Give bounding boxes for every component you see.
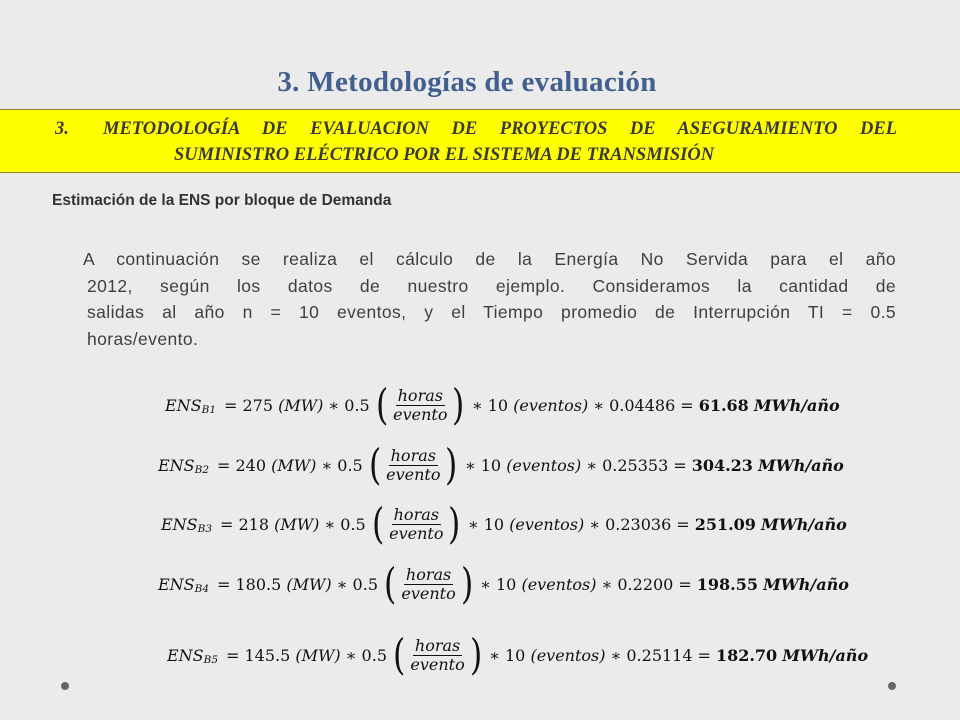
- eq-subscript: B3: [197, 523, 213, 535]
- slide-title: 3. Metodologías de evaluación: [277, 66, 657, 98]
- equation-b2: ENS B2 = 240 (MW) ∗ 0.5 ( $\frac{\text{horas}}{\text{evento}}$ ) ∗ 10 (eventos) ∗ 0.25353 = 304.23 MWh/año: [158, 440, 844, 489]
- eq-factor: 0.5: [337, 455, 363, 475]
- eq-events: 10: [496, 574, 517, 594]
- section-subheading: Estimación de la ENS por bloque de Demanda: [52, 192, 392, 209]
- eq-lhs: ENS: [165, 395, 202, 415]
- eq-result: 198.55: [696, 574, 758, 594]
- eq-lhs: ENS: [158, 455, 195, 475]
- eq-subscript: B2: [194, 464, 210, 476]
- eq-events: 10: [483, 514, 505, 534]
- eq-probability: 0.2200: [617, 574, 674, 594]
- eq-factor: 0.5: [361, 645, 387, 665]
- eq-fraction: $\frac{\text{horas}}{\text{evento}}$: [401, 564, 456, 603]
- eq-unit: (MW): [295, 645, 341, 665]
- eq-power: 218: [238, 514, 269, 534]
- eq-unit: (MW): [286, 574, 332, 594]
- eq-result: 182.70: [715, 645, 778, 665]
- eq-fraction: $\frac{\text{horas}}{\text{evento}}$: [386, 445, 441, 484]
- eq-factor: 0.5: [352, 574, 378, 594]
- eq-fraction: $\frac{\text{horas}}{\text{evento}}$: [410, 635, 465, 674]
- paragraph-line: A continuación se realiza el cálculo de la Energía No Servida para el año: [83, 249, 896, 269]
- corner-dot-left: [61, 682, 69, 690]
- eq-subscript: B5: [203, 654, 219, 666]
- banner-number: 3.: [55, 119, 69, 139]
- eq-unit: (MW): [278, 395, 324, 415]
- eq-unit: (MW): [271, 455, 317, 475]
- paragraph-line: horas/evento.: [87, 328, 199, 349]
- eq-fraction: $\frac{\text{horas}}{\text{evento}}$: [389, 504, 444, 543]
- section-banner: [0, 109, 960, 173]
- equation-b5: ENS B5 = 145.5 (MW) ∗ 0.5 ( $\frac{\text{horas}}{\text{evento}}$ ) ∗ 10 (eventos) ∗ 0.25114 = 182.70 MWh/año: [167, 630, 869, 679]
- equation-b1: ENS B1 = 275 (MW) ∗ 0.5 ( $\frac{\text{horas}}{\text{evento}}$ ) ∗ 10 (eventos) ∗ 0.04486 = 61.68 MWh/año: [165, 380, 840, 429]
- eq-events: 10: [487, 395, 509, 415]
- eq-result: 61.68: [698, 395, 749, 415]
- equation-b4: ENS B4 = 180.5 (MW) ∗ 0.5 ( $\frac{\text{horas}}{\text{evento}}$ ) ∗ 10 (eventos) ∗ 0.2200 = 198.55 MWh/año: [158, 559, 849, 608]
- equation-b3: ENS B3 = 218 (MW) ∗ 0.5 ( $\frac{\text{horas}}{\text{evento}}$ ) ∗ 10 (eventos) ∗ 0.23036 = 251.09 MWh/año: [161, 499, 847, 548]
- eq-factor: 0.5: [340, 514, 366, 534]
- eq-result: 304.23: [691, 455, 753, 475]
- eq-lhs: ENS: [167, 645, 204, 665]
- eq-probability: 0.04486: [609, 395, 676, 415]
- banner-line-1: METODOLOGÍA DE EVALUACION DE PROYECTOS DE ASEGURAMIENTO DEL: [103, 119, 897, 139]
- eq-unit: (MW): [274, 514, 320, 534]
- eq-probability: 0.25353: [602, 455, 669, 475]
- eq-power: 275: [242, 395, 273, 415]
- eq-lhs: ENS: [158, 574, 195, 594]
- eq-factor: 0.5: [344, 395, 370, 415]
- paragraph-line: salidas al año n = 10 eventos, y el Tiempo promedio de Interrupción TI = 0.5: [87, 302, 896, 322]
- eq-fraction: $\frac{\text{horas}}{\text{evento}}$: [393, 385, 448, 424]
- eq-power: 180.5: [235, 574, 282, 594]
- eq-probability: 0.25114: [626, 645, 693, 665]
- eq-events: 10: [480, 455, 502, 475]
- eq-power: 145.5: [244, 645, 291, 665]
- eq-subscript: B1: [201, 404, 217, 416]
- eq-power: 240: [235, 455, 266, 475]
- eq-lhs: ENS: [161, 514, 198, 534]
- corner-dot-right: [888, 682, 896, 690]
- body-paragraph: [70, 246, 896, 352]
- banner-line-2: SUMINISTRO ELÉCTRICO POR EL SISTEMA DE TRANSMISIÓN: [174, 145, 715, 165]
- eq-events: 10: [505, 645, 526, 665]
- eq-subscript: B4: [194, 583, 210, 595]
- eq-result: 251.09: [694, 514, 756, 534]
- paragraph-line: 2012, según los datos de nuestro ejemplo. Consideramos la cantidad de: [87, 275, 896, 296]
- eq-probability: 0.23036: [605, 514, 672, 534]
